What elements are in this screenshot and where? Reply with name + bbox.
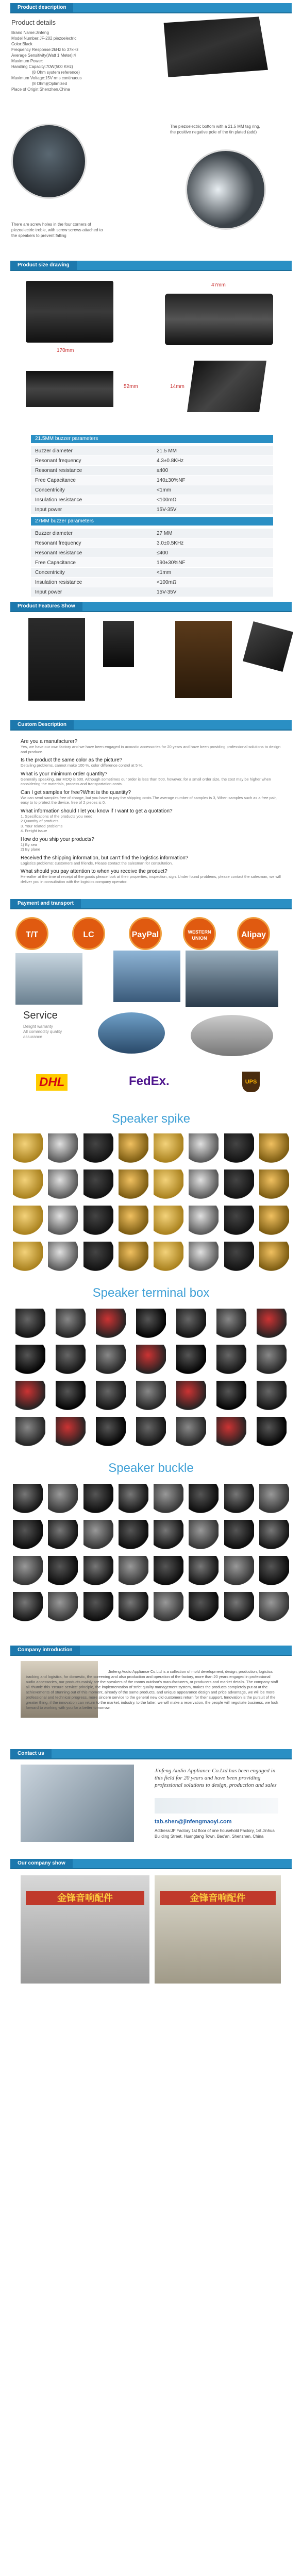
- spec-row: [31, 505, 273, 515]
- office-photo: [21, 1765, 134, 1842]
- terminal-item: [216, 1381, 246, 1411]
- spec-value: 3.0±0.5KHz: [153, 538, 273, 548]
- service-lines: [23, 1024, 62, 1040]
- buckle-item: [83, 1484, 113, 1514]
- spike-item: [13, 1206, 43, 1235]
- payment-logo: LC: [72, 917, 105, 950]
- terminal-item: [257, 1381, 287, 1411]
- spike-item: [13, 1170, 43, 1199]
- spec-row: [31, 568, 273, 578]
- spec-label: Insulation resistance: [31, 578, 153, 587]
- terminal-item: [257, 1345, 287, 1375]
- airplane-photo: [191, 1015, 273, 1056]
- terminal-item: [56, 1417, 86, 1447]
- buckle-item: [83, 1520, 113, 1550]
- buckle-item: [48, 1520, 78, 1550]
- buckle-item: [224, 1484, 254, 1514]
- store-sign-right: 金锋音响配件: [160, 1891, 276, 1905]
- spec-row: [31, 446, 273, 456]
- spec-row: [31, 456, 273, 466]
- buckle-item: [189, 1484, 219, 1514]
- spec-row: [31, 548, 273, 558]
- buckle-item: [189, 1556, 219, 1586]
- terminal-item: [136, 1309, 166, 1338]
- tweeter-bottom-closeup: [11, 124, 87, 199]
- callout-right: The piezoelectric bottom with a 21.5 MM tag ring, the positive negative pole of the tin plated (add): [170, 124, 260, 134]
- service-line: assurance: [23, 1035, 42, 1039]
- spec-value: ≤400: [153, 466, 273, 476]
- section-title: Our company show: [10, 1859, 73, 1868]
- spec-label: Insulation resistance: [31, 495, 153, 505]
- dim-width: 170mm: [57, 348, 74, 353]
- spike-item: [83, 1242, 113, 1272]
- section-header-contact: [10, 1749, 292, 1759]
- spike-item: [83, 1206, 113, 1235]
- detail-line: Color:Black: [11, 42, 32, 46]
- section-title: Custom Description: [10, 720, 74, 730]
- spike-item: [119, 1242, 148, 1272]
- terminal-item: [176, 1381, 206, 1411]
- cargo-ship-photo: [98, 1012, 165, 1054]
- detail-line: Maximum Power:: [11, 59, 43, 63]
- contact-banner: [155, 1798, 278, 1814]
- section-title: Product description: [10, 3, 73, 12]
- feature-tweeter-1: [103, 621, 134, 667]
- spec-row: [31, 578, 273, 587]
- spec-label: Input power: [31, 505, 153, 515]
- spec-value: 190±30%NF: [153, 558, 273, 568]
- buckle-item: [83, 1592, 113, 1622]
- service-line: Delight warranty: [23, 1024, 53, 1029]
- spec-label: Concentricity: [31, 485, 153, 495]
- spec-row: [31, 558, 273, 568]
- callout-left: There are screw holes in the four corners of piezoelectric treble, with screw screws attached to the speakers to prevent falling: [11, 222, 103, 238]
- terminal-item: [96, 1309, 126, 1338]
- spike-item: [83, 1133, 113, 1163]
- buckle-item: [48, 1484, 78, 1514]
- spike-item: [154, 1242, 183, 1272]
- buckle-item: [154, 1556, 183, 1586]
- terminal-item: [96, 1381, 126, 1411]
- spec-value: 27 MM: [153, 529, 273, 538]
- dhl-logo: DHL: [36, 1074, 68, 1091]
- spec-value: ≤400: [153, 548, 273, 558]
- terminal-item: [15, 1417, 45, 1447]
- spec-row: [31, 476, 273, 485]
- spec-row: [31, 485, 273, 495]
- faq-question: What is your minimum order quantity?: [21, 771, 108, 777]
- buckle-item: [259, 1592, 289, 1622]
- spec-row: [31, 495, 273, 505]
- payment-logo: PayPal: [129, 917, 162, 950]
- spike-item: [189, 1242, 219, 1272]
- detail-line: (8 Ohm system reference): [32, 70, 80, 75]
- shipping-plane-photo: [113, 951, 180, 1002]
- section-title: Contact us: [10, 1749, 52, 1758]
- detail-line: (8 Ohm)(Optimized: [32, 81, 68, 86]
- buckle-item: [259, 1484, 289, 1514]
- feature-speaker-2: [175, 621, 232, 698]
- contact-address: Address:JF Factory 1st floor of one household Factory, 1st Jinhua Building Street, Huangtang Town, Bao'an, Shenzhen, China: [155, 1828, 275, 1839]
- spec-value: 4.3±0.8KHz: [153, 456, 273, 466]
- buckle-item: [154, 1520, 183, 1550]
- spike-item: [83, 1170, 113, 1199]
- spec-label: Free Capacitance: [31, 476, 153, 485]
- spike-item: [259, 1242, 289, 1272]
- spike-item: [224, 1133, 254, 1163]
- spike-item: [189, 1170, 219, 1199]
- buckle-item: [119, 1484, 148, 1514]
- spike-item: [259, 1170, 289, 1199]
- faq-answer: Yes, we have our own factory and we have been engaged in acoustic accessories for 20 years and have been providing professional solutions to design and produce.: [21, 744, 281, 754]
- fedex-logo: FedEx.: [129, 1074, 170, 1088]
- detail-line: Average Sensitivity(Watt 1 Meter):4: [11, 53, 76, 58]
- section-header-features: [10, 602, 292, 612]
- section-title: Product size drawing: [10, 261, 77, 270]
- terminal-item: [176, 1309, 206, 1338]
- ups-logo: UPS: [242, 1072, 260, 1092]
- detail-line: Maximum Voltage:15V rms continuous: [11, 76, 82, 80]
- section-header-company-show: [10, 1859, 292, 1869]
- size-side-photo: [26, 371, 113, 407]
- section-header-size-drawing: [10, 261, 292, 271]
- spike-item: [224, 1242, 254, 1272]
- buckle-item: [119, 1592, 148, 1622]
- size-top-photo: [165, 294, 273, 345]
- buckle-item: [13, 1556, 43, 1586]
- store-sign-left: 金锋音响配件: [26, 1891, 144, 1905]
- faq-answer: 1) By sea 2) By plane: [21, 842, 40, 852]
- faq-answer: We can send samples free of charge, but you have to pay the shipping costs.The average number of samples is 3, When samples such as a free pair, easy to to protect the device, free of 2 pieces is 0.: [21, 795, 277, 805]
- spec-value: 15V-35V: [153, 587, 273, 597]
- buckle-item: [13, 1520, 43, 1550]
- spec-value: <100mΩ: [153, 578, 273, 587]
- terminal-item: [96, 1417, 126, 1447]
- faq-question: What should you pay attention to when you receive the product?: [21, 869, 167, 874]
- spec-value: <1mm: [153, 568, 273, 578]
- spike-item: [119, 1206, 148, 1235]
- section-header-company: [10, 1646, 292, 1656]
- spike-item: [48, 1170, 78, 1199]
- buckle-item: [119, 1520, 148, 1550]
- details-list: [11, 30, 114, 92]
- spec-value: <1mm: [153, 485, 273, 495]
- faq-answer: Generally speaking, our MOQ is 500. Although sometimes our order is less than 500, however, for a small order size, the cost may be higher when considering the materials, process and transportation costs.: [21, 776, 271, 786]
- spec-label: Resonant resistance: [31, 466, 153, 476]
- spike-item: [13, 1133, 43, 1163]
- speaker-spike-title: Speaker spike: [111, 1112, 191, 1126]
- spike-item: [119, 1133, 148, 1163]
- terminal-item: [216, 1417, 246, 1447]
- spike-item: [154, 1206, 183, 1235]
- buckle-item: [48, 1592, 78, 1622]
- buckle-item: [119, 1556, 148, 1586]
- spec-row: [31, 538, 273, 548]
- faq-answer: Logistics problems: customers and friends, Please contact the salesman for consultation.: [21, 860, 173, 866]
- spike-item: [154, 1133, 183, 1163]
- spec-row: [31, 529, 273, 538]
- buckle-item: [259, 1520, 289, 1550]
- spec-label: Resonant resistance: [31, 548, 153, 558]
- spike-item: [48, 1206, 78, 1235]
- contact-email[interactable]: tab.shen@jinfengmaoyi.com: [155, 1819, 232, 1825]
- terminal-item: [56, 1309, 86, 1338]
- feature-tweeter-2: [243, 621, 293, 672]
- speaker-buckle-title: Speaker buckle: [108, 1461, 194, 1475]
- payment-logo: WESTERN UNION: [183, 917, 216, 950]
- section-title: Payment and transport: [10, 899, 81, 908]
- terminal-item: [176, 1417, 206, 1447]
- feature-speaker-1: [28, 618, 85, 701]
- details-title: Product details: [11, 19, 56, 26]
- spec-row: [31, 466, 273, 476]
- dim-depth: 14mm: [170, 384, 184, 389]
- spike-item: [13, 1242, 43, 1272]
- spec-27-table: [31, 529, 273, 597]
- spike-item: [189, 1133, 219, 1163]
- detail-line: Place of Origin:Shenzhen,China: [11, 87, 70, 92]
- buckle-item: [13, 1484, 43, 1514]
- spec-label: Resonant frequency: [31, 456, 153, 466]
- section-header-product-description: [10, 3, 292, 13]
- faq-answer: Detailing problems, cannot make 100 %, color difference control at 5 %.: [21, 763, 143, 768]
- dim-height: 52mm: [124, 384, 138, 389]
- terminal-item: [216, 1345, 246, 1375]
- buckle-item: [224, 1592, 254, 1622]
- shipping-truck-photo: [186, 951, 278, 1007]
- section-header-custom: [10, 720, 292, 731]
- buckle-item: [189, 1520, 219, 1550]
- spike-item: [259, 1206, 289, 1235]
- detail-line: Handling Capacity:70W(500 KHz): [11, 64, 73, 69]
- detail-line: Frequency Response:2kHz to 37kHz: [11, 47, 79, 52]
- spike-item: [224, 1206, 254, 1235]
- buckle-item: [259, 1556, 289, 1586]
- faq-answer: 1. Specifications of the products you need 2.Quantity of products 3. Your related problems 4. Freight issue: [21, 814, 93, 833]
- buckle-item: [154, 1484, 183, 1514]
- spike-item: [224, 1170, 254, 1199]
- detail-line: Model Number:JF-202 piezoelectric: [11, 36, 77, 41]
- terminal-item: [56, 1381, 86, 1411]
- section-title: Company introduction: [10, 1646, 80, 1655]
- payment-logo: Alipay: [237, 917, 270, 950]
- spike-item: [119, 1170, 148, 1199]
- speaker-terminal-title: Speaker terminal box: [92, 1286, 210, 1300]
- size-front-photo: [26, 281, 113, 343]
- size-angle-photo: [187, 361, 266, 412]
- dim-top: 47mm: [211, 282, 226, 288]
- faq-answer: Hereafter at the time of receipt of the goods please look at their properties, inspection, sign. Under found problems, please contact the salesman, we will deliver you in consultation with the logistics company operator.: [21, 874, 281, 884]
- faq-question: Received the shipping information, but can't find the logistics information?: [21, 855, 189, 861]
- spec-label: Buzzer diameter: [31, 529, 153, 538]
- spec-value: 15V-35V: [153, 505, 273, 515]
- terminal-item: [176, 1345, 206, 1375]
- terminal-item: [96, 1345, 126, 1375]
- spike-item: [259, 1133, 289, 1163]
- buckle-item: [189, 1592, 219, 1622]
- terminal-item: [136, 1417, 166, 1447]
- faq-question: Are you a manufacturer?: [21, 739, 78, 744]
- spec-21-table: [31, 446, 273, 515]
- tweeter-corner-closeup: [186, 149, 266, 230]
- spike-item: [48, 1242, 78, 1272]
- shipping-ship-photo: [15, 953, 82, 1005]
- spec-21-title: 21.5MM buzzer parameters: [31, 435, 273, 443]
- service-line: All commodity quality: [23, 1029, 62, 1034]
- buckle-item: [224, 1520, 254, 1550]
- faq-question: What information should I let you know if I want to get a quotation?: [21, 808, 173, 814]
- spec-label: Free Capacitance: [31, 558, 153, 568]
- spec-value: <100mΩ: [153, 495, 273, 505]
- spike-item: [154, 1170, 183, 1199]
- spec-label: Buzzer diameter: [31, 446, 153, 456]
- spec-value: 21.5 MM: [153, 446, 273, 456]
- faq-question: How do you ship your products?: [21, 836, 94, 842]
- spec-label: Input power: [31, 587, 153, 597]
- terminal-item: [15, 1345, 45, 1375]
- buckle-item: [154, 1592, 183, 1622]
- spec-value: 140±30%NF: [153, 476, 273, 485]
- spec-label: Concentricity: [31, 568, 153, 578]
- buckle-item: [83, 1556, 113, 1586]
- spike-item: [189, 1206, 219, 1235]
- buckle-item: [48, 1556, 78, 1586]
- terminal-item: [216, 1309, 246, 1338]
- spec-label: Resonant frequency: [31, 538, 153, 548]
- contact-intro: Jinfeng Audio Appliance Co.Ltd has been engaged in this field for 20 years and have been providing professional solutions to design, production and sales: [155, 1768, 277, 1788]
- spike-item: [48, 1133, 78, 1163]
- company-text: Jinfeng Audio Appliance Co.Ltd is a collection of mold development, design, production, logistics tracking and logistics, for domestic, the screening and also production and operation of the factory, more than 20 years engaged in professional audio accessories, our products mainly are the speakers of the rooms outdoor's manufacturers, or producers and market details. The company staff all 'thumb' this 'ensure service' principle, the implementation of strict quality management system, makes the products completely put at at the achievements of stunning out of this moment, already of the same products, and unique appearance design and price advantage, we will be more professional and technical progress, more sincere service to the general new old customers return for their support, Innovation is the pursuit of the greater thing, if the innovation can return to the market, industry, to the latter, we will make a reservation, the people will negotiate business, we look forward to working with you for a better tomorrow.: [26, 1669, 278, 1710]
- terminal-item: [56, 1345, 86, 1375]
- tweeter-photo: [155, 15, 268, 77]
- detail-line: Brand Name:Jinfeng: [11, 30, 49, 35]
- terminal-item: [257, 1417, 287, 1447]
- buckle-item: [13, 1592, 43, 1622]
- terminal-item: [136, 1345, 166, 1375]
- faq-list: [21, 736, 283, 884]
- terminal-item: [15, 1381, 45, 1411]
- section-title: Product Features Show: [10, 602, 82, 611]
- faq-question: Can I get samples for free?What is the quantity?: [21, 789, 131, 795]
- spec-27-title: 27MM buzzer parameters: [31, 517, 273, 526]
- terminal-item: [15, 1309, 45, 1338]
- terminal-item: [136, 1381, 166, 1411]
- faq-question: Is the product the same color as the picture?: [21, 757, 123, 763]
- buckle-item: [224, 1556, 254, 1586]
- spec-row: [31, 587, 273, 597]
- section-header-payment: [10, 899, 292, 909]
- service-title: Service: [23, 1010, 58, 1021]
- payment-logo: T/T: [15, 917, 48, 950]
- terminal-item: [257, 1309, 287, 1338]
